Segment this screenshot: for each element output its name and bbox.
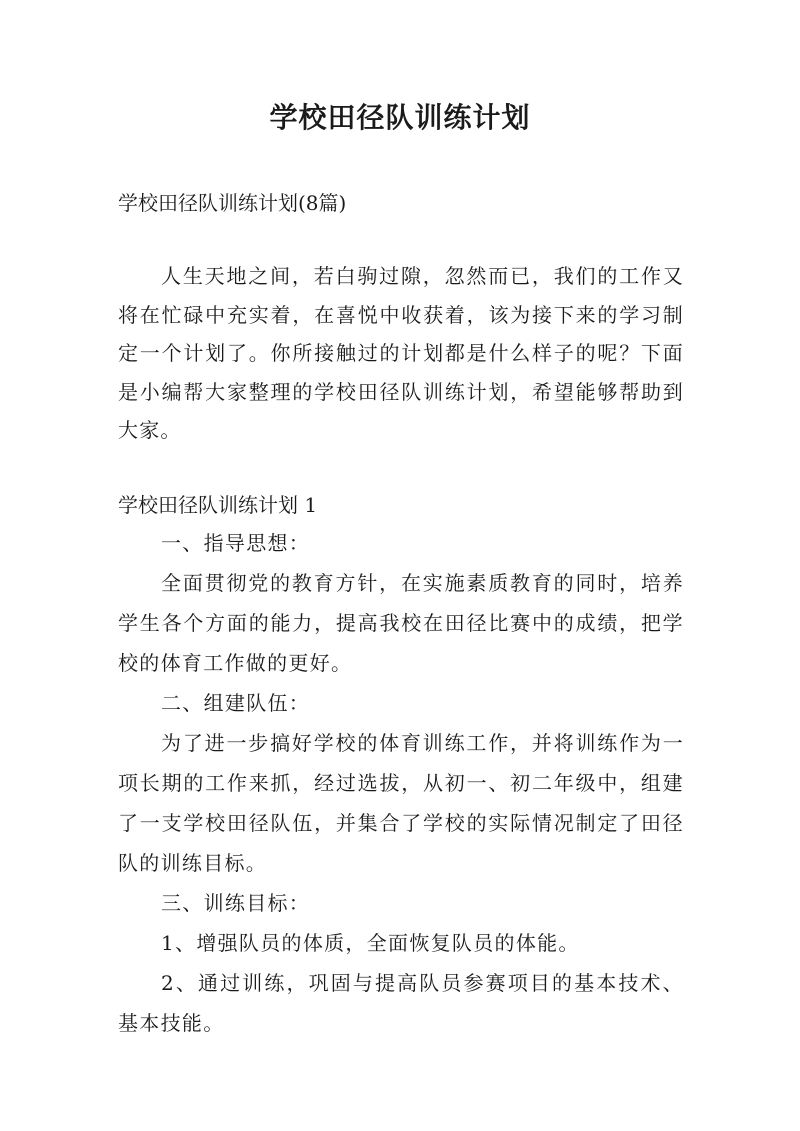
heading-team-formation: 二、组建队伍： (161, 691, 311, 715)
section-title: 学校田径队训练计划 1 (118, 493, 318, 517)
goal-item-2: 2、通过训练，巩固与提高队员参赛项目的基本技术、基本技能。 (118, 971, 684, 1035)
document-title: 学校田径队训练计划 (269, 101, 531, 134)
paragraph-team-formation: 为了进一步搞好学校的体育训练工作，并将训练作为一项长期的工作来抓，经过选拔，从初一、初二年级中，组建了一支学校田径队伍，并集合了学校的实际情况制定了田径队的训练目标。 (118, 731, 684, 875)
goal-item-1: 1、增强队员的体质，全面恢复队员的体能。 (161, 931, 580, 955)
heading-training-goals: 三、训练目标： (161, 891, 311, 915)
document-subtitle: 学校田径队训练计划(8篇) (118, 191, 347, 215)
section-content (118, 523, 684, 1043)
intro-paragraph: 人生天地之间，若白驹过隙，忽然而已，我们的工作又将在忙碌中充实着，在喜悦中收获着，该为接下来的学习制定一个计划了。你所接触过的计划都是什么样子的呢？下面是小编帮大家整理的学校田径队训练计划，希望能够帮助到大家。 (118, 264, 684, 442)
heading-guiding-ideology: 一、指导思想： (161, 531, 311, 555)
paragraph-guiding-ideology: 全面贯彻党的教育方针，在实施素质教育的同时，培养学生各个方面的能力，提高我校在田径比赛中的成绩，把学校的体育工作做的更好。 (118, 571, 684, 675)
